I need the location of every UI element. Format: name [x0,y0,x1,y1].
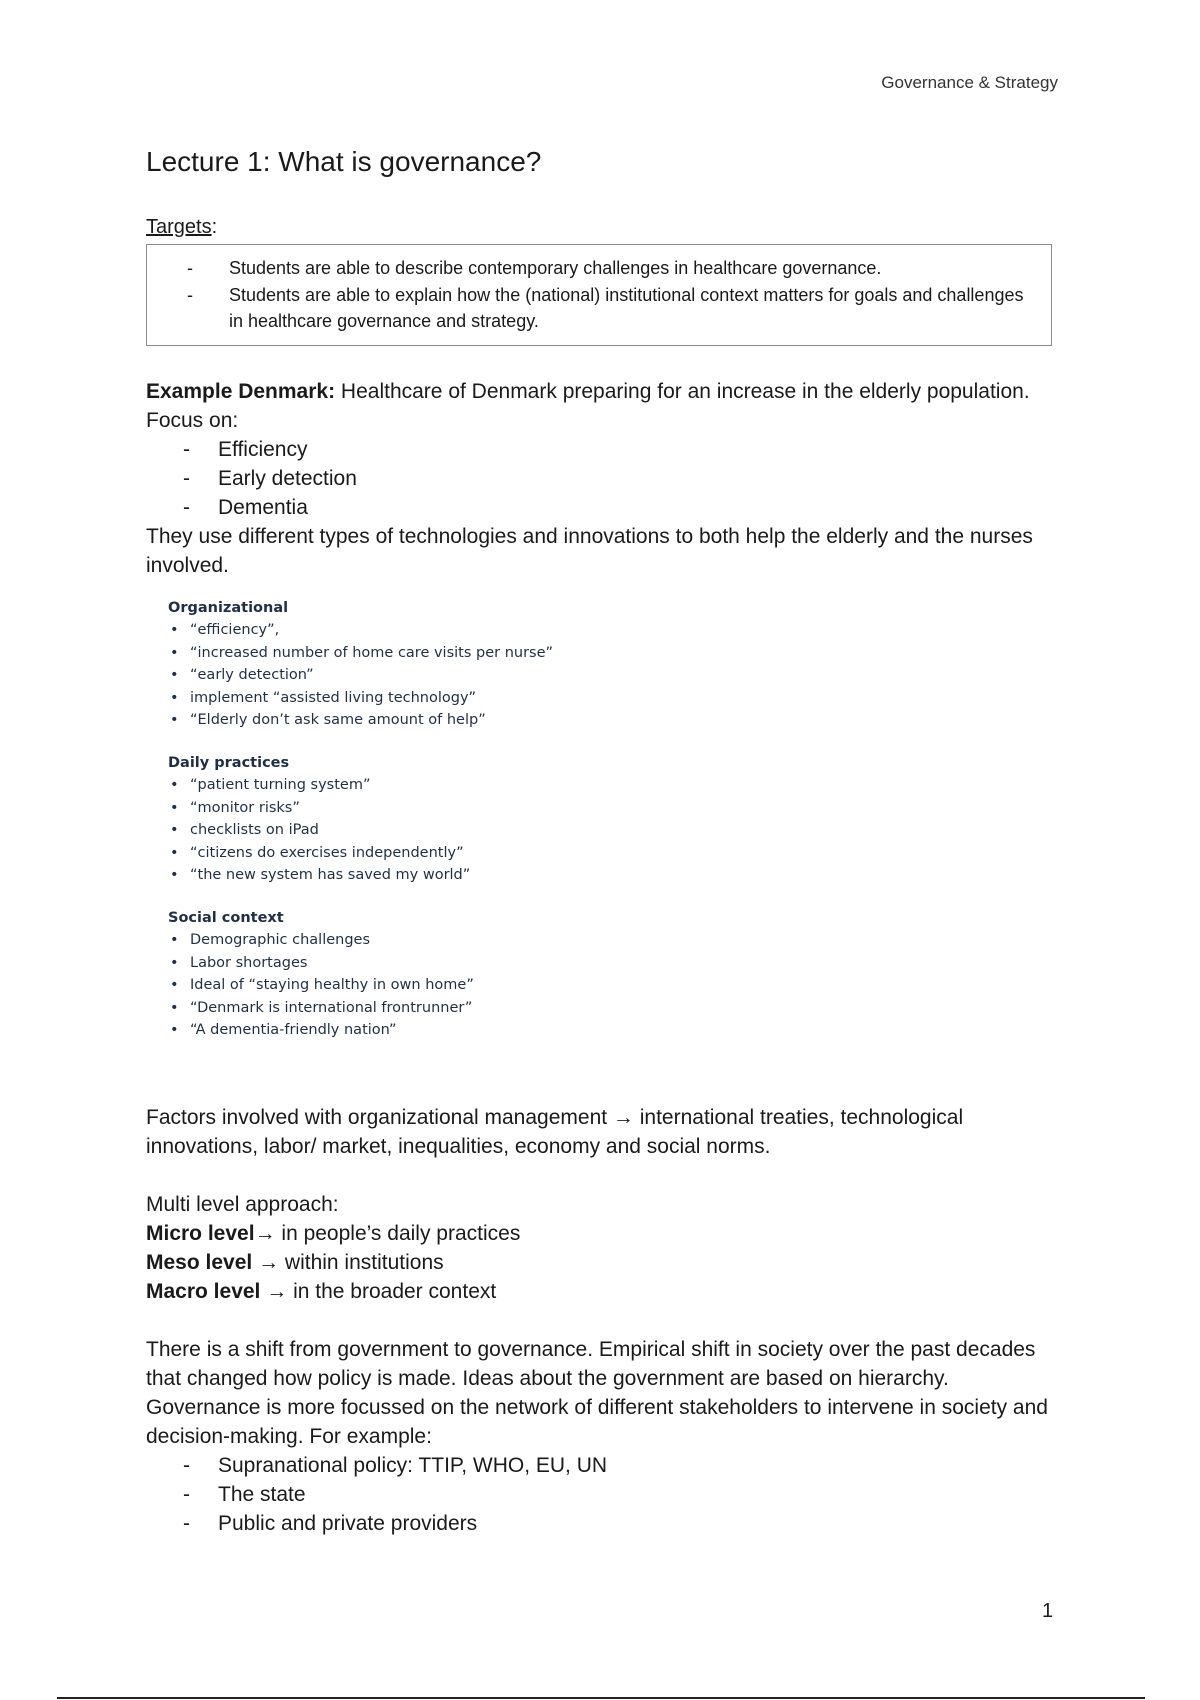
figure-item-text: “efficiency”, [190,622,280,638]
target-text: Students are able to explain how the (national) institutional context matters for goals and challenges in healthcare governance and strategy. [229,284,1024,331]
shift-example-item [183,1451,1056,1480]
focus-item [183,493,1056,522]
bullet-dot: • [170,799,179,816]
figure-item-text: “citizens do exercises independently” [190,844,464,861]
bullet-dot: • [170,644,179,661]
dash-bullet: - [183,1512,190,1535]
figure-heading: Social context [168,909,284,926]
figure-item-text: Demographic challenges [190,931,371,948]
bullet-dot: • [170,931,179,948]
figure-item-text: “early detection” [190,667,314,684]
figure-item-text: “the new system has saved my world” [190,867,471,884]
bullet-dot: • [170,822,179,839]
figure-heading: Daily practices [168,754,290,771]
figure-item-text: “Elderly don’t ask same amount of help” [190,712,486,729]
shift-example-text: The state [218,1483,306,1506]
bullet-dot: • [170,776,179,793]
multilevel-intro: Multi level approach: [146,1193,339,1216]
bullet-dot: • [170,712,179,729]
page-number: 1 [1042,1600,1054,1622]
embedded-figure [168,597,628,1062]
figure-item [170,974,628,997]
figure-item-text: Labor shortages [190,954,308,971]
bullet-dot: • [170,689,179,706]
example-lead-bold: Example Denmark: [146,380,336,403]
figure-item [170,929,628,952]
figure-item [170,687,628,710]
bullet-dot: • [170,867,179,884]
figure-item [170,774,628,797]
level-name: Micro level [146,1222,255,1245]
paragraph-gap [146,1161,1056,1190]
bullet-dot: • [170,622,179,638]
figure-item-text: “patient turning system” [190,776,371,793]
focus-item [183,464,1056,493]
bullet-dot: • [170,667,179,684]
factors-paragraph: Factors involved with organizational management → international treaties, technological innovations, labor/ market, inequalities, economy and social norms. [146,1106,964,1158]
level-text: → in the broader context [260,1280,497,1303]
level-line [146,1219,1056,1248]
figure-item-text: “monitor risks” [190,799,300,816]
targets-label-text: Targets [146,216,212,238]
figure-item [170,664,628,687]
running-header: Governance & Strategy [881,73,1058,92]
focus-text: Early detection [218,467,357,490]
shift-examples-list [146,1451,1056,1538]
figure-list [168,774,628,887]
focus-text: Efficiency [218,438,308,461]
dash-bullet: - [183,467,190,490]
level-text: → within institutions [252,1251,444,1274]
bullet-dot: • [170,999,179,1016]
focus-text: Dementia [218,496,308,519]
figure-item-text: implement “assisted living technology” [190,689,477,706]
figure-item [170,952,628,975]
bullet-dot: • [170,954,179,971]
target-item [187,282,1031,335]
bullet-dot: • [170,1022,179,1039]
figure-item-text: Ideal of “staying healthy in own home” [190,977,474,994]
target-item [187,255,1031,282]
level-line [146,1277,1056,1306]
figure-section-organizational [168,597,628,732]
figure-list [168,619,628,732]
figure-item-text: “increased number of home care visits per nurse” [190,644,554,661]
figure-list [168,929,628,1042]
targets-list [187,255,1031,335]
bullet-dot: • [170,844,179,861]
figure-section-daily-practices [168,752,628,887]
figure-heading: Organizational [168,600,289,616]
target-text: Students are able to describe contemporary challenges in healthcare governance. [229,258,882,278]
dash-bullet: - [187,284,193,305]
level-line [146,1248,1056,1277]
shift-example-item [183,1480,1056,1509]
example-lead-text: Healthcare of Denmark preparing for an increase in the elderly population. Focus on: [146,380,1030,432]
dash-bullet: - [183,438,190,461]
figure-item-text: “A dementia-friendly nation” [190,1022,397,1039]
focus-list [146,435,1056,522]
level-name: Macro level [146,1280,261,1303]
figure-item [170,709,628,732]
shift-example-text: Public and private providers [218,1512,478,1535]
figure-item [170,819,628,842]
targets-label [146,216,217,239]
level-text: → in people’s daily practices [254,1222,521,1245]
example-closing: They use different types of technologies and innovations to both help the elderly and the nurses involved. [146,525,1033,577]
figure-item-text: checklists on iPad [190,822,319,839]
example-paragraph [146,377,1056,435]
figure-item [170,864,628,887]
dash-bullet: - [183,1483,190,1506]
bottom-divider [57,1697,1145,1699]
dash-bullet: - [187,258,193,278]
page-title: Lecture 1: What is governance? [146,146,542,177]
figure-section-social-context [168,907,628,1042]
example-section [146,377,1056,580]
level-name: Meso level [146,1251,253,1274]
bullet-dot: • [170,977,179,994]
body-section [146,1103,1056,1538]
figure-item [170,842,628,865]
figure-item-text: “Denmark is international frontrunner” [190,999,473,1016]
targets-label-colon: : [211,216,218,238]
targets-box [146,244,1052,346]
shift-example-text: Supranational policy: TTIP, WHO, EU, UN [218,1454,608,1477]
figure-item [170,1019,628,1042]
figure-item [170,797,628,820]
dash-bullet: - [183,496,190,519]
figure-item [170,642,628,665]
dash-bullet: - [183,1454,190,1477]
shift-example-item [183,1509,1056,1538]
paragraph-gap [146,1306,1056,1335]
figure-item [170,619,628,642]
focus-item [183,435,1056,464]
figure-item [170,997,628,1020]
shift-paragraph: There is a shift from government to governance. Empirical shift in society over the past decades that changed how policy is made. Ideas about the government are based on hierarchy. Governance is more focussed on the network of different stakeholders to intervene in society and decision-making. For example: [146,1338,1048,1448]
